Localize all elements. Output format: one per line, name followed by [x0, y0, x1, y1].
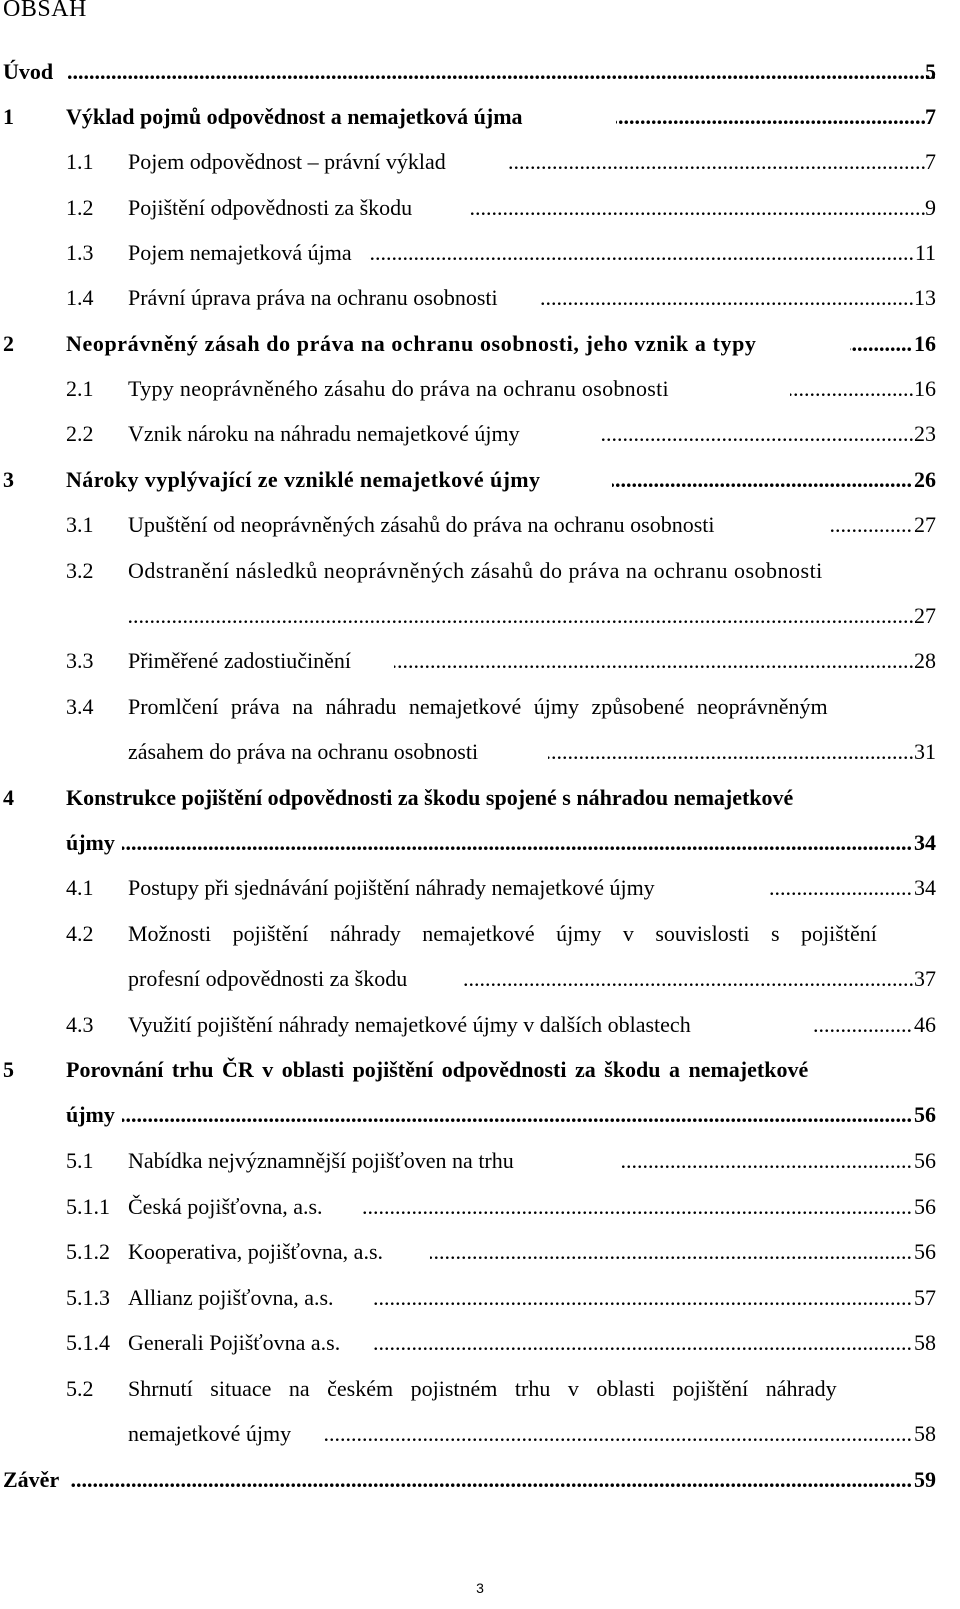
dot-leader — [464, 957, 914, 1001]
dot-leader — [540, 276, 914, 320]
dot-leader — [66, 50, 936, 94]
dot-leader — [70, 1458, 912, 1502]
toc-entry-title-continued: profesní odpovědnosti za škodu — [128, 966, 408, 991]
toc-page-number: 5 — [925, 59, 936, 84]
toc-entry-title: Allianz pojišťovna, a.s. — [128, 1285, 334, 1310]
dot-leader — [322, 1412, 912, 1456]
toc-entry-number: 5.1 — [66, 1148, 94, 1173]
toc-entry-5-1-4[interactable] — [0, 1321, 960, 1365]
toc-page-number: 56 — [914, 1102, 936, 1127]
toc-entry-5-2[interactable] — [0, 1367, 960, 1457]
toc-entry-number: 1.2 — [66, 195, 94, 220]
toc-entry-5-1-2[interactable] — [0, 1230, 960, 1274]
toc-entry-title: Pojem odpovědnost – právní výklad — [128, 149, 446, 174]
toc-entry-3-3[interactable] — [0, 639, 960, 683]
toc-entry-number: 5.1.4 — [66, 1330, 110, 1355]
toc-entry-title: Konstrukce pojištění odpovědnosti za škodu spojené s náhradou nemajetkové — [66, 785, 794, 810]
dot-leader — [368, 231, 914, 275]
toc-page-number: 23 — [914, 421, 936, 446]
toc-entry-1-3[interactable] — [0, 231, 960, 275]
toc-page-number: 57 — [914, 1285, 936, 1310]
toc-entry-title: Nároky vyplývající ze vzniklé nemajetkové újmy — [66, 467, 541, 492]
toc-entry-number: 2 — [3, 331, 14, 356]
toc-page-number: 37 — [914, 966, 936, 991]
toc-page-number: 28 — [914, 648, 936, 673]
dot-leader — [508, 140, 926, 184]
toc-page-number: 27 — [914, 603, 936, 628]
toc-entry-number: 5.1.2 — [66, 1239, 110, 1264]
toc-entry-title: Možnosti pojištění náhrady nemajetkové újmy v souvislosti s pojištění — [128, 921, 877, 946]
toc-entry-title-continued: nemajetkové újmy — [128, 1421, 292, 1446]
dot-leader — [768, 866, 912, 910]
toc-page-number: 11 — [914, 240, 936, 265]
toc-entry-number: 5.1.3 — [66, 1285, 110, 1310]
toc-entry-number: 3.1 — [66, 512, 94, 537]
toc-entry-4-3[interactable] — [0, 1003, 960, 1047]
dot-leader — [812, 1003, 912, 1047]
page-number-footer: 3 — [476, 1580, 484, 1596]
toc-entry-uvod[interactable] — [0, 50, 960, 94]
toc-entry-title: Výklad pojmů odpovědnost a nemajetková újma — [66, 104, 523, 129]
toc-entry-3[interactable] — [0, 458, 960, 502]
dot-leader — [122, 1093, 912, 1137]
dot-leader — [600, 412, 914, 456]
toc-page-number: 7 — [925, 104, 936, 129]
toc-page-number: 16 — [914, 376, 936, 401]
toc-entry-2-2[interactable] — [0, 412, 960, 456]
toc-entry-2[interactable] — [0, 322, 960, 366]
toc-page-number: 26 — [914, 467, 936, 492]
toc-page-number: 31 — [914, 739, 936, 764]
toc-page-number: 27 — [914, 512, 936, 537]
toc-entry-title: Neoprávněný zásah do práva na ochranu osobnosti, jeho vznik a typy — [66, 331, 757, 356]
toc-entry-title: Postupy při sjednávání pojištění náhrady nemajetkové újmy — [128, 875, 655, 900]
toc-entry-5-1-1[interactable] — [0, 1185, 960, 1229]
toc-entry-title: Česká pojišťovna, a.s. — [128, 1194, 323, 1219]
toc-entry-number: Úvod — [3, 59, 54, 84]
toc-entry-title: Využití pojištění náhrady nemajetkové újmy v dalších oblastech — [128, 1012, 691, 1037]
dot-leader — [374, 1321, 912, 1365]
toc-entry-1-4[interactable] — [0, 276, 960, 320]
toc-entry-number: 5 — [3, 1057, 14, 1082]
toc-page-number: 34 — [914, 875, 936, 900]
toc-entry-5-1[interactable] — [0, 1139, 960, 1183]
toc-entry-1-2[interactable] — [0, 186, 960, 230]
toc-entry-5-1-3[interactable] — [0, 1276, 960, 1320]
toc-page-number: 56 — [914, 1239, 936, 1264]
toc-entry-4-1[interactable] — [0, 866, 960, 910]
toc-page-number: 7 — [925, 149, 936, 174]
dot-leader — [394, 639, 914, 683]
toc-entry-title: Odstranění následků neoprávněných zásahů do práva na ochranu osobnosti — [128, 558, 823, 583]
toc-entry-4[interactable] — [0, 776, 960, 866]
toc-entry-title: Typy neoprávněného zásahu do práva na ochranu osobnosti — [128, 376, 669, 401]
toc-entry-title-continued: újmy — [66, 830, 115, 855]
toc-entry-number: 1 — [3, 104, 14, 129]
toc-entry-title: Pojištění odpovědnosti za škodu — [128, 195, 413, 220]
toc-page-number: 58 — [914, 1421, 936, 1446]
toc-entry-title: Pojem nemajetková újma — [128, 240, 352, 265]
toc-entry-title: Přiměřené zadostiučinění — [128, 648, 351, 673]
toc-entry-3-2[interactable] — [0, 549, 960, 639]
toc-entry-title: Nabídka nejvýznamnější pojišťoven na trhu — [128, 1148, 514, 1173]
dot-leader — [548, 730, 914, 774]
toc-entry-1[interactable] — [0, 95, 960, 139]
toc-entry-3-1[interactable] — [0, 503, 960, 547]
toc-entry-number: 2.2 — [66, 421, 94, 446]
dot-leader — [622, 1139, 912, 1183]
toc-entry-number: 5.1.1 — [66, 1194, 110, 1219]
toc-page-number: 56 — [914, 1148, 936, 1173]
toc-entry-title: Generali Pojišťovna a.s. — [128, 1330, 341, 1355]
toc-page-number: 13 — [914, 285, 936, 310]
toc-entry-5[interactable] — [0, 1048, 960, 1138]
dot-leader — [850, 322, 912, 366]
toc-entry-number: 3 — [3, 467, 14, 492]
dot-leader — [790, 367, 914, 411]
toc-heading: OBSAH — [3, 0, 87, 22]
toc-entry-number: 3.4 — [66, 694, 94, 719]
toc-entry-title: Právní úprava práva na ochranu osobnosti — [128, 285, 498, 310]
toc-entry-2-1[interactable] — [0, 367, 960, 411]
dot-leader — [362, 1185, 912, 1229]
dot-leader — [616, 95, 926, 139]
toc-entry-title-continued: zásahem do práva na ochranu osobnosti — [128, 739, 479, 764]
toc-entry-number: 4 — [3, 785, 14, 810]
toc-entry-number: 1.1 — [66, 149, 94, 174]
toc-page-number: 59 — [914, 1467, 936, 1492]
toc-page-number: 34 — [914, 830, 936, 855]
toc-entry-title: Upuštění od neoprávněných zásahů do práva na ochranu osobnosti — [128, 512, 715, 537]
toc-entry-number: 5.2 — [66, 1376, 94, 1401]
toc-entry-number: 3.3 — [66, 648, 94, 673]
dot-leader — [830, 503, 912, 547]
toc-entry-4-2[interactable] — [0, 912, 960, 1002]
toc-entry-number: 4.2 — [66, 921, 94, 946]
toc-page-number: 58 — [914, 1330, 936, 1355]
toc-entry-title: Shrnutí situace na českém pojistném trhu v oblasti pojištění náhrady — [128, 1376, 837, 1401]
dot-leader — [430, 1230, 912, 1274]
toc-entry-number: 3.2 — [66, 558, 94, 583]
dot-leader — [374, 1276, 912, 1320]
toc-page-number: 56 — [914, 1194, 936, 1219]
toc-entry-title: Vznik nároku na náhradu nemajetkové újmy — [128, 421, 520, 446]
toc-entry-title: Porovnání trhu ČR v oblasti pojištění odpovědnosti za škodu a nemajetkové — [66, 1057, 809, 1082]
toc-entry-title-continued: újmy — [66, 1102, 115, 1127]
toc-page-number: 9 — [925, 195, 936, 220]
dot-leader — [612, 458, 912, 502]
toc-entry-number: 1.4 — [66, 285, 94, 310]
toc-entry-title: Kooperativa, pojišťovna, a.s. — [128, 1239, 384, 1264]
dot-leader — [122, 821, 912, 865]
toc-page-number: 16 — [914, 331, 936, 356]
toc-page-number: 46 — [914, 1012, 936, 1037]
toc-entry-number: 4.1 — [66, 875, 94, 900]
dot-leader — [128, 594, 914, 638]
dot-leader — [470, 186, 926, 230]
toc-entry-zaver[interactable] — [0, 1458, 960, 1502]
toc-entry-title: Promlčení práva na náhradu nemajetkové újmy způsobené neoprávněným — [128, 694, 828, 719]
toc-entry-number: Závěr — [3, 1467, 60, 1492]
toc-entry-number: 1.3 — [66, 240, 94, 265]
toc-entry-number: 4.3 — [66, 1012, 94, 1037]
toc-entry-3-4[interactable] — [0, 685, 960, 775]
toc-entry-number: 2.1 — [66, 376, 94, 401]
toc-entry-1-1[interactable] — [0, 140, 960, 184]
